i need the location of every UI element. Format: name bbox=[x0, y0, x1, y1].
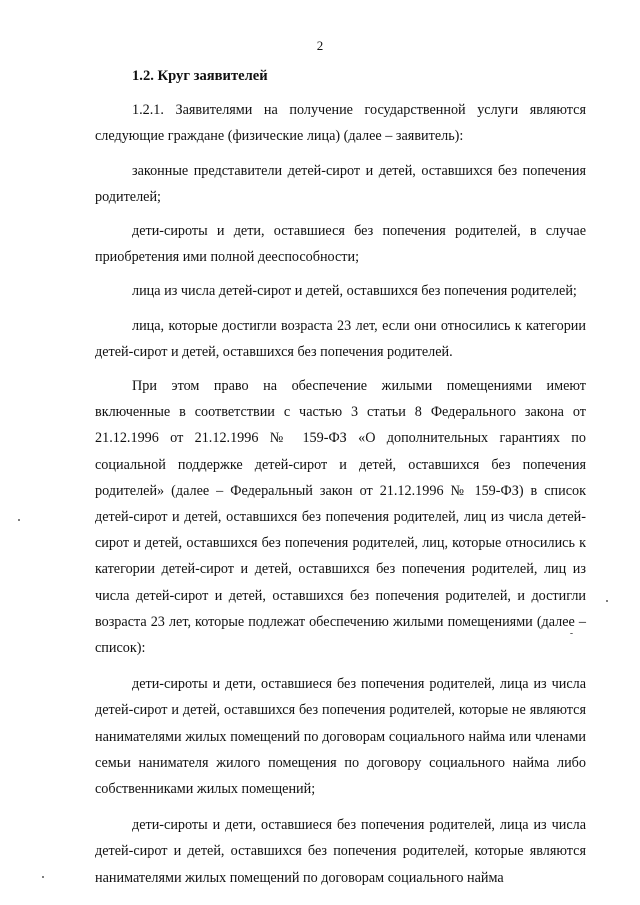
scan-speck bbox=[606, 600, 608, 602]
paragraph-persons-from-orphans: лица из числа детей-сирот и детей, оставшихся без попечения родителей; bbox=[132, 283, 577, 300]
scan-speck bbox=[42, 876, 44, 878]
paragraph-applicants-intro: 1.2.1. Заявителями на получение государственной услуги являются следующие граждане (физические лица) (далее – заявитель): bbox=[95, 102, 586, 145]
paragraph-legal-representatives: законные представители детей-сирот и детей, оставшихся без попечения родителей; bbox=[95, 162, 586, 205]
paragraph-age-23: лица, которые достигли возраста 23 лет, если они относились к категории детей-сирот и детей, оставшихся без попечения родителей. bbox=[95, 317, 586, 360]
paragraph-tenants: дети-сироты и дети, оставшиеся без попечения родителей, лица из числа детей-сирот и детей, оставшихся без попечения родителей, которые являются нанимателями жилых помещений по договорам социального найма bbox=[95, 817, 586, 886]
scan-speck bbox=[570, 633, 573, 634]
document-body bbox=[95, 63, 586, 891]
section-heading: 1.2. Круг заявителей bbox=[132, 68, 268, 84]
paragraph-orphans-full-capacity: дети-сироты и дети, оставшиеся без попечения родителей, в случае приобретения ими полной дееспособности; bbox=[95, 223, 586, 266]
scan-speck bbox=[18, 519, 20, 521]
paragraph-not-tenants: дети-сироты и дети, оставшиеся без попечения родителей, лица из числа детей-сирот и детей, оставшихся без попечения родителей, которые не являются нанимателями жилых помещений по договорам социального найма или членами семьи нанимателя жилого помещения по договору социального найма либо собственниками жилых помещений; bbox=[95, 676, 586, 798]
page-number: 2 bbox=[316, 38, 324, 53]
paragraph-housing-right: При этом право на обеспечение жилыми помещениями имеют включенные в соответствии с частью 3 статьи 8 Федерального закона от 21.12.1996 от 21.12.1996 № 159-ФЗ «О дополнительных гарантиях по социальной поддержке детей-сирот и детей, оставшихся без попечения родителей» (далее – Федеральный закон от 21.12.1996 № 159-ФЗ) в список детей-сирот и детей, оставшихся без попечения родителей, лиц из числа детей-сирот и детей, оставшихся без попечения родителей, лиц, которые относились к категории детей-сирот и детей, оставшихся без попечения родителей, лиц из числа детей-сирот и детей, оставшихся без попечения родителей, и достигли возраста 23 лет, которые подлежат обеспечению жилыми помещениями (далее – список): bbox=[95, 378, 586, 657]
